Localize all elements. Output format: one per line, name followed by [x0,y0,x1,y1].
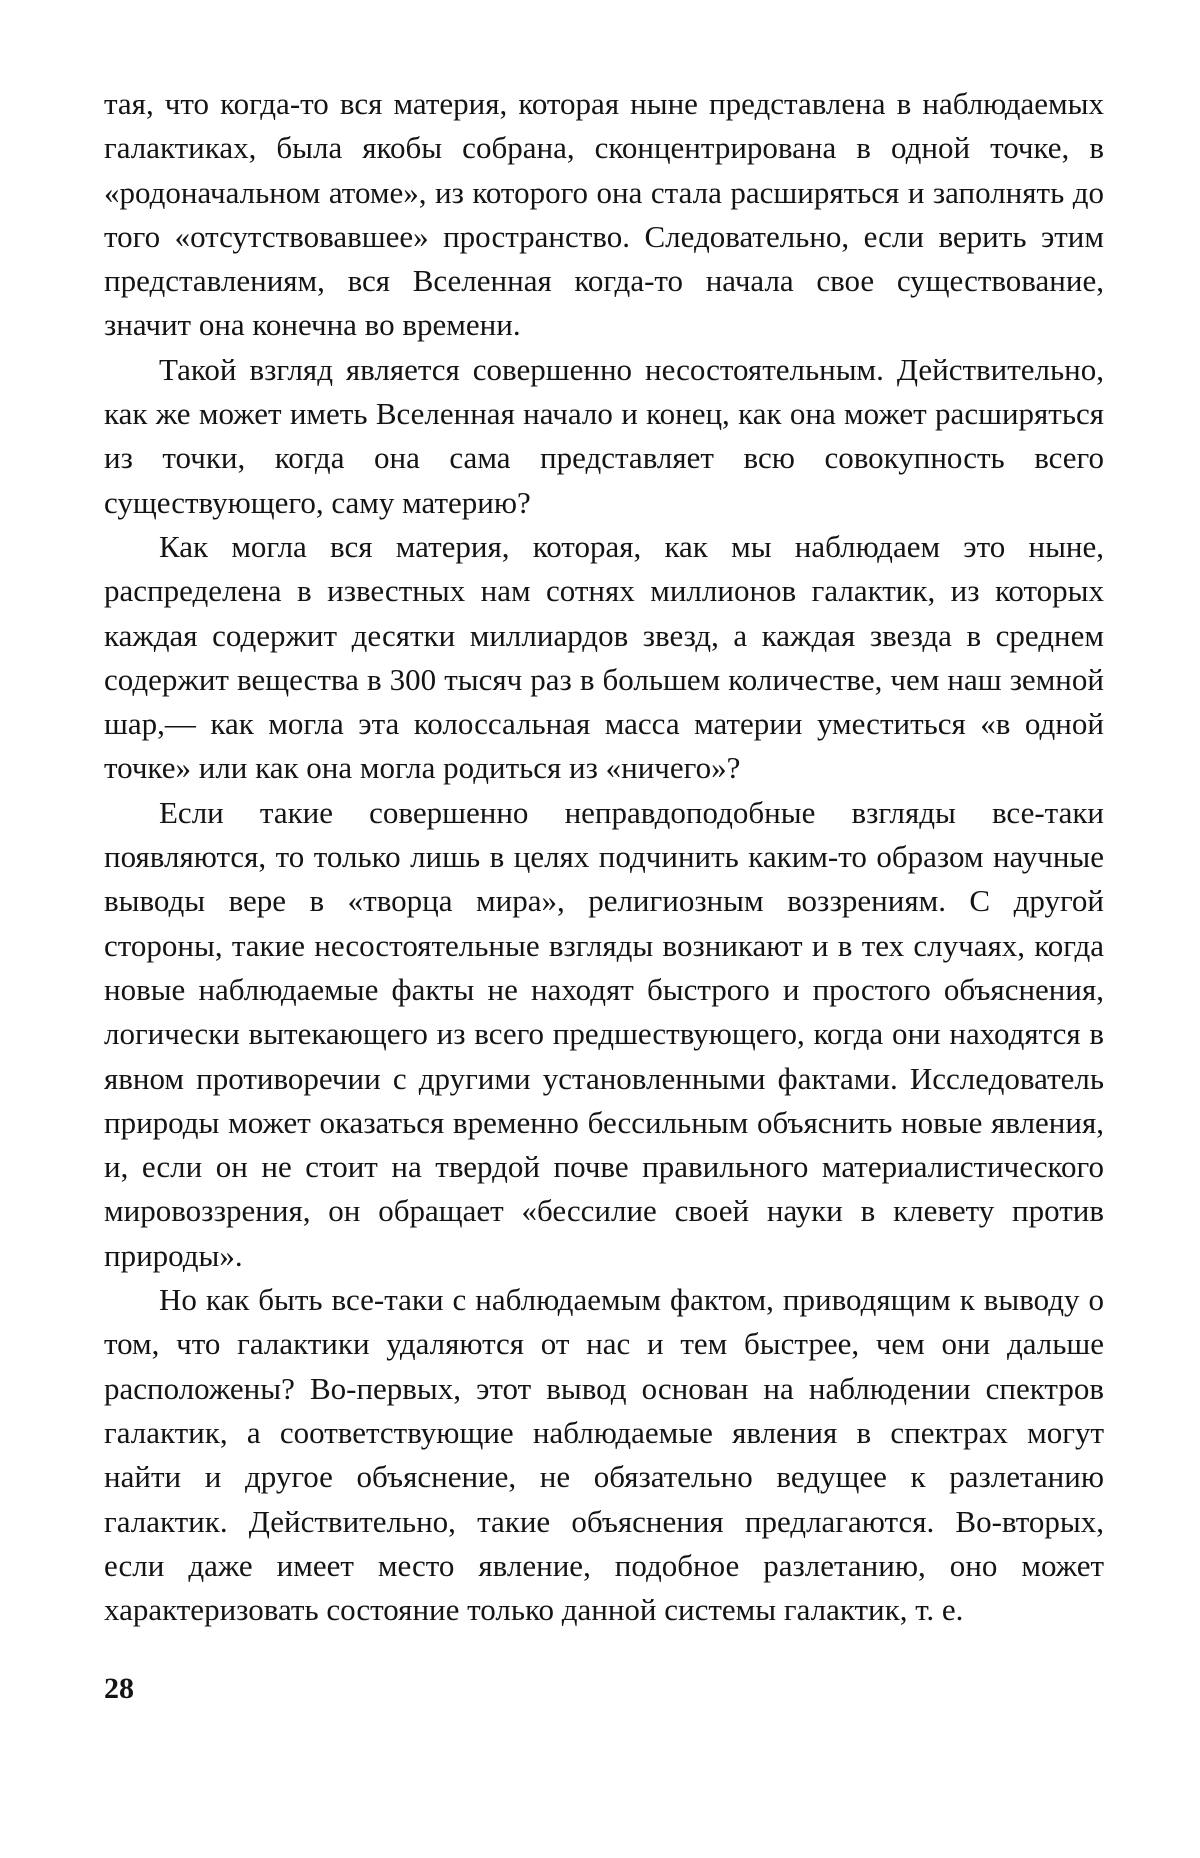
paragraph-3: Как могла вся материя, которая, как мы наблюдаем это ныне, распределена в известных нам сотнях миллионов галактик, из которых каждая содержит десятки миллиардов звезд, а каждая звезда в среднем содержит вещества в 300 тысяч раз в большем количестве, чем наш земной шар,— как могла эта колоссальная масса материи уместиться «в одной точке» или как она могла родиться из «ничего»? [104,528,1104,786]
paragraph-4: Если такие совершенно неправдоподобные взгляды все-таки появляются, то только лишь в целях подчинить каким-то образом научные выводы вере в «творца мира», религиозным воззрениям. С другой стороны, такие несостоятельные взгляды возникают и в тех случаях, когда новые наблюдаемые факты не находят быстрого и простого объяснения, логически вытекающего из всего предшествующего, когда они находятся в явном противоречии с другими установленными фактами. Исследователь природы может оказаться временно бессильным объяснить новые явления, и, если он не стоит на твердой почве правильного материалистического мировоззрения, он обращает «бессилие своей науки в клевету против природы». [104,794,1104,1273]
page-text [104,82,1104,1632]
paragraph-1: тая, что когда-то вся материя, которая ныне представлена в наблюдаемых галактиках, была якобы собрана, сконцентрирована в одной точке, в «родоначальном атоме», из которого она стала расширяться и заполнять до того «отсутствовавшее» пространство. Следовательно, если верить этим представлениям, вся Вселенная когда-то начала свое существование, значит она конечна во времени. [104,86,1104,343]
paragraph-2: Такой взгляд является совершенно несостоятельным. Действительно, как же может иметь Вселенная начало и конец, как она может расширяться из точки, когда она сама представляет всю совокупность всего существующего, саму материю? [104,351,1104,520]
page-number: 28 [104,1672,134,1705]
paragraph-5: Но как быть все-таки с наблюдаемым фактом, приводящим к выводу о том, что галактики удаляются от нас и тем быстрее, чем они дальше расположены? Во-первых, этот вывод основан на наблюдении спектров галактик, а соответствующие наблюдаемые явления в спектрах могут найти и другое объяснение, не обязательно ведущее к разлетанию галактик. Действительно, такие объяснения предлагаются. Во-вторых, если даже имеет место явление, подобное разлетанию, оно может характеризовать состояние только данной системы галактик, т. е. [104,1282,1104,1628]
